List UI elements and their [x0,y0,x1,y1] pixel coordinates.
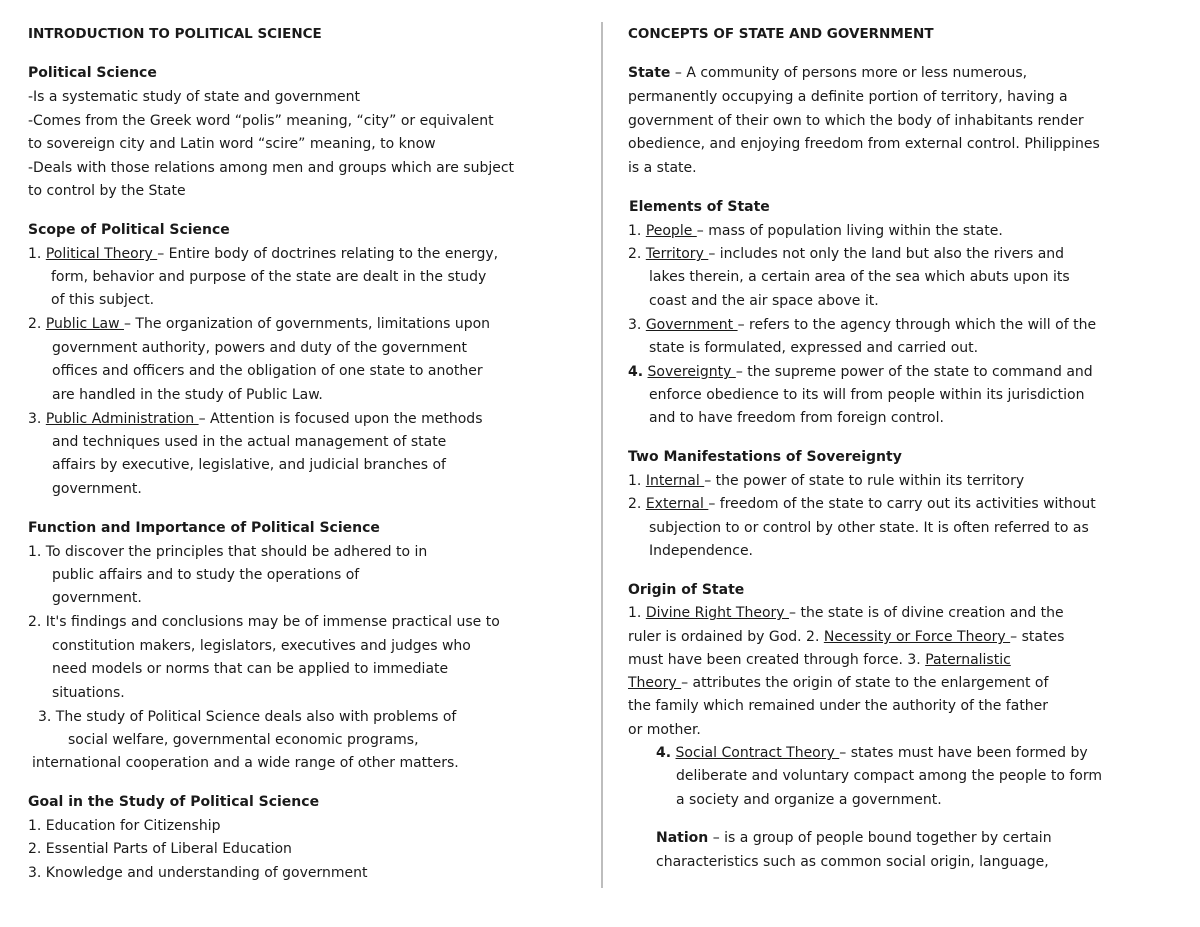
text-line [628,673,1048,693]
text-line: form, behavior and purpose of the state are dealt in the study [51,269,487,285]
text-line: a society and organize a government. [676,792,942,808]
text-line: 2. Essential Parts of Liberal Education [28,841,292,857]
definition-line [656,828,1052,848]
item-text: – Entire body of doctrines relating to the energy, [157,246,499,262]
text-line: 1. To discover the principles that should be adhered to in [28,544,428,560]
list-item [628,221,1003,241]
text-line: situations. [52,685,125,701]
item-term: Divine Right Theory [645,605,790,621]
text-line: government of their own to which the body of inhabitants render [628,113,1084,129]
section-heading: Goal in the Study of Political Science [28,794,320,810]
list-item [628,362,1093,382]
item-term: Public Law [45,316,124,332]
text-line [628,650,1011,670]
text-line: enforce obedience to its will from people within its jurisdiction [649,387,1085,403]
item-text: – mass of population living within the state. [696,223,1003,239]
text-line: is a state. [628,160,697,176]
text-line: lakes therein, a certain area of the sea which abuts upon its [649,269,1070,285]
item-number: 3. [28,411,42,427]
section-heading: Elements of State [629,199,770,215]
section-heading: Two Manifestations of Sovereignty [628,449,902,465]
text-line: affairs by executive, legislative, and judicial branches of [52,457,446,473]
list-item [28,314,490,334]
definition-text: – A community of persons more or less numerous, [670,65,1028,81]
text-line: public affairs and to study the operations of [52,567,360,583]
text-line: -Deals with those relations among men and groups which are subject [28,160,515,176]
item-term: Territory [645,246,709,262]
defined-term: Nation [656,830,709,846]
text-line: 3. Knowledge and understanding of government [28,865,368,881]
item-text: – freedom of the state to carry out its activities without [708,496,1096,512]
item-text: – refers to the agency through which the will of the [737,317,1097,333]
text-line: permanently occupying a definite portion of territory, having a [628,89,1068,105]
item-term: Internal [645,473,705,489]
section-heading: Origin of State [628,582,745,598]
item-term: Theory [628,675,682,691]
definition-text: – is a group of people bound together by certain [708,830,1052,846]
page-title-left: INTRODUCTION TO POLITICAL SCIENCE [28,26,322,42]
list-item [628,244,1064,264]
item-text: – The organization of governments, limitations upon [123,316,491,332]
item-term: Public Administration [45,411,199,427]
item-text: – attributes the origin of state to the enlargement of [681,675,1049,691]
item-number: 2. [628,496,642,512]
section-heading: Function and Importance of Political Science [28,520,380,536]
list-item [628,471,1024,491]
item-text: – states [1010,629,1065,645]
text-line: international cooperation and a wide range of other matters. [32,755,459,771]
item-text: – the power of state to rule within its territory [704,473,1025,489]
item-term: Government [645,317,738,333]
text-line: and techniques used in the actual management of state [52,434,447,450]
item-term: Paternalistic [925,652,1011,668]
text-line: or mother. [628,722,701,738]
item-number: 4. [628,364,644,380]
column-divider [601,22,603,888]
item-term: Political Theory [45,246,158,262]
page-title-right: CONCEPTS OF STATE AND GOVERNMENT [628,26,934,42]
text-line: the family which remained under the authority of the father [628,698,1049,714]
list-item [28,244,498,264]
item-number: 3. [628,317,642,333]
item-text: – the supreme power of the state to command and [735,364,1093,380]
definition-line [628,63,1027,83]
item-number: 1. [628,473,642,489]
item-number: 2. [28,316,42,332]
text-line: to sovereign city and Latin word “scire” meaning, to know [28,136,436,152]
text-line: Independence. [649,543,754,559]
text-line: coast and the air space above it. [649,293,879,309]
text-line: -Is a systematic study of state and government [28,89,360,105]
text-line: characteristics such as common social origin, language, [656,854,1049,870]
item-text: – Attention is focused upon the methods [198,411,483,427]
section-heading: Political Science [28,65,157,81]
text-line: of this subject. [51,292,155,308]
text-line: are handled in the study of Public Law. [52,387,323,403]
list-item [628,603,1064,623]
text-line: and to have freedom from foreign control. [649,410,944,426]
text-line: deliberate and voluntary compact among the people to form [676,768,1102,784]
text-line: 1. Education for Citizenship [28,818,221,834]
list-item [628,494,1096,514]
item-number: 1. [628,223,642,239]
text-line: subjection to or control by other state. It is often referred to as [649,520,1089,536]
defined-term: State [628,65,671,81]
text-line: need models or norms that can be applied to immediate [52,661,449,677]
text-line: government. [52,590,142,606]
list-item [28,409,482,429]
item-number: 4. [656,745,672,761]
text-line: -Comes from the Greek word “polis” meaning, “city” or equivalent [28,113,494,129]
item-text: – the state is of divine creation and the [789,605,1064,621]
text-line: government. [52,481,142,497]
section-heading: Scope of Political Science [28,222,230,238]
text-line: social welfare, governmental economic programs, [68,732,419,748]
item-term: Sovereignty [647,364,736,380]
item-text: – includes not only the land but also the rivers and [708,246,1065,262]
item-term: External [645,496,709,512]
item-text: – states must have been formed by [839,745,1088,761]
item-term: People [645,223,697,239]
text-line: obedience, and enjoying freedom from external control. Philippines [628,136,1100,152]
text-line: constitution makers, legislators, executives and judges who [52,638,471,654]
item-term: Necessity or Force Theory [823,629,1011,645]
list-item [656,743,1088,763]
item-term: Social Contract Theory [675,745,840,761]
item-number: 2. [628,246,642,262]
text-line: 2. It's findings and conclusions may be of immense practical use to [28,614,500,630]
item-text: ruler is ordained by God. 2. [628,629,820,645]
text-line: government authority, powers and duty of the government [52,340,468,356]
item-number: 1. [28,246,42,262]
item-text: must have been created through force. 3. [628,652,921,668]
item-number: 1. [628,605,642,621]
text-line: offices and officers and the obligation of one state to another [52,363,483,379]
text-line [628,627,1064,647]
text-line: to control by the State [28,183,186,199]
list-item [628,315,1096,335]
text-line: state is formulated, expressed and carried out. [649,340,979,356]
text-line: 3. The study of Political Science deals also with problems of [38,709,457,725]
